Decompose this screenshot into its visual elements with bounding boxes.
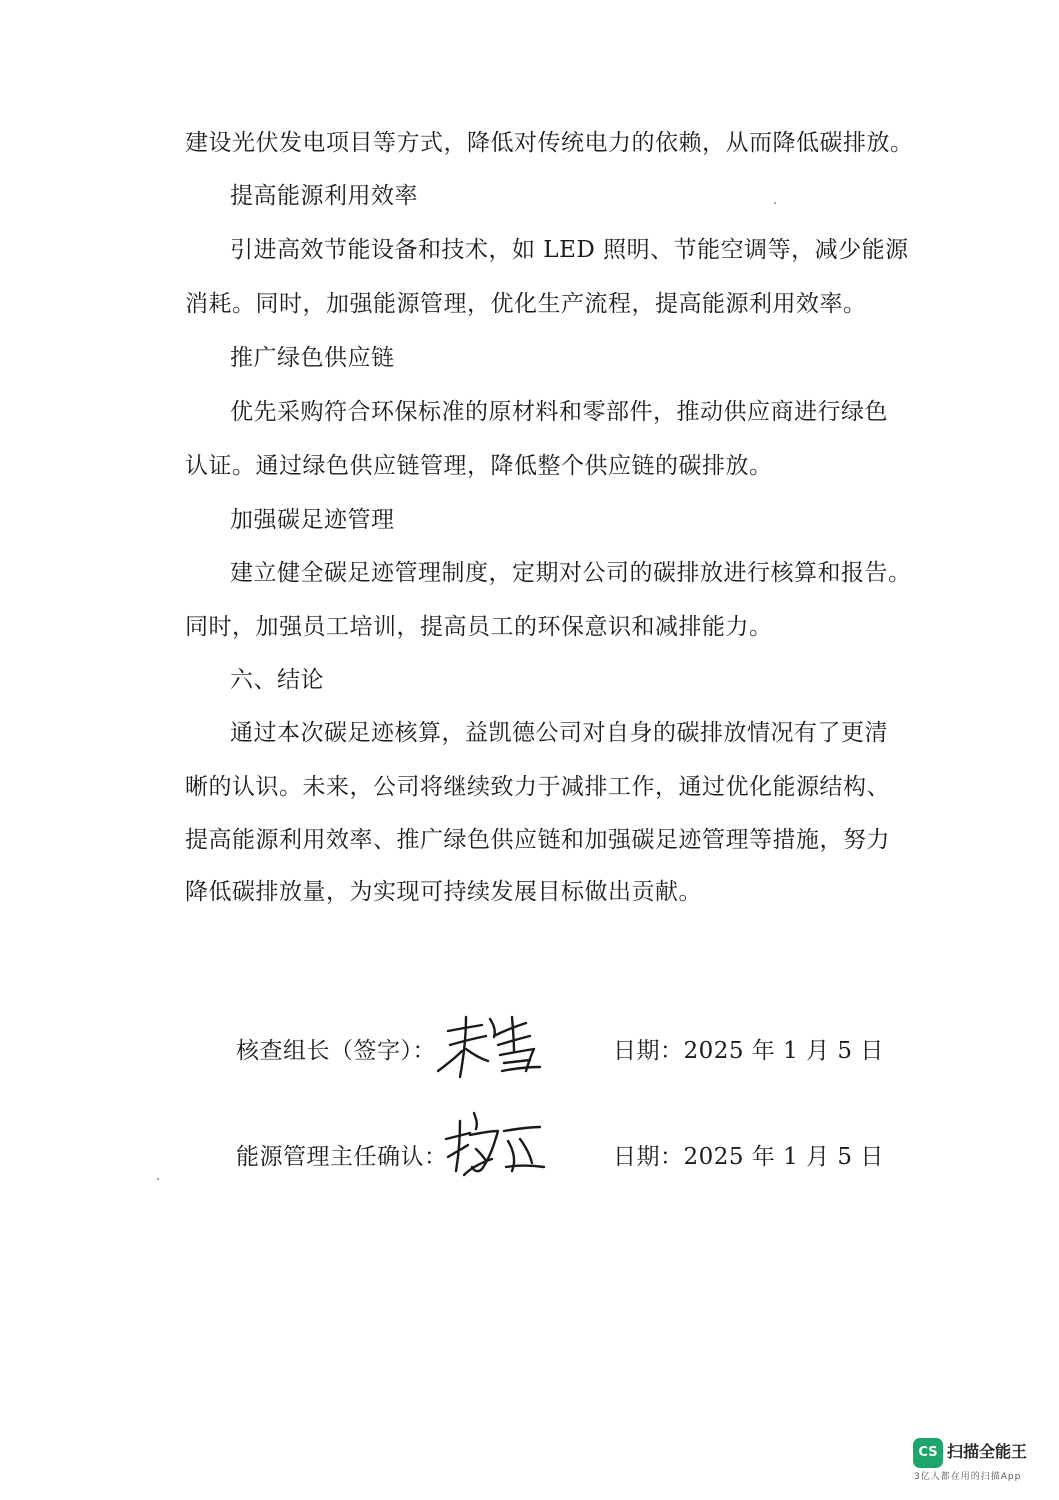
paragraph-line: 通过本次碳足迹核算，益凯德公司对自身的碳排放情况有了更清 [230,720,888,746]
paragraph-line: 建立健全碳足迹管理制度，定期对公司的碳排放进行核算和报告。 [230,560,912,586]
scanner-app-name: 扫描全能王 [947,1442,1028,1461]
scanner-app-watermark [913,1436,1043,1486]
paragraph-line: 降低碳排放量，为实现可持续发展目标做出贡献。 [185,879,702,905]
paragraph-line: 提高能源利用效率、推广绿色供应链和加强碳足迹管理等措施，努力 [185,827,890,853]
paragraph-line: 认证。通过绿色供应链管理，降低整个供应链的碳排放。 [185,453,773,479]
paragraph-line: 建设光伏发电项目等方式，降低对传统电力的依赖，从而降低碳排放。 [185,130,914,156]
scan-speck [157,1178,159,1180]
manager-handwritten-signature [440,1105,550,1185]
leader-signature-date: 日期：2025 年 1 月 5 日 [613,1038,884,1064]
section-heading: 提高能源利用效率 [230,183,418,209]
section-heading: 加强碳足迹管理 [230,507,395,533]
camscanner-logo-icon: CS [913,1438,943,1468]
paragraph-line: 晰的认识。未来，公司将继续致力于减排工作，通过优化能源结构、 [185,774,890,800]
paragraph-line: 消耗。同时，加强能源管理，优化生产流程，提高能源利用效率。 [185,291,867,317]
section-heading: 推广绿色供应链 [230,345,395,371]
manager-confirmation-date: 日期：2025 年 1 月 5 日 [613,1144,884,1170]
scan-speck [774,202,776,204]
manager-confirmation-label: 能源管理主任确认： [236,1144,448,1170]
paragraph-line: 优先采购符合环保标准的原材料和零部件，推动供应商进行绿色 [230,399,888,425]
leader-handwritten-signature [430,1005,550,1085]
section-heading-conclusion: 六、结论 [230,667,324,693]
scanner-app-tagline: 3亿人都在用的扫描App [914,1472,1022,1482]
paragraph-line: 引进高效节能设备和技术，如 LED 照明、节能空调等，减少能源 [230,237,909,263]
paragraph-line: 同时，加强员工培训，提高员工的环保意识和减排能力。 [185,614,773,640]
leader-signature-label: 核查组长（签字）： [236,1038,436,1064]
